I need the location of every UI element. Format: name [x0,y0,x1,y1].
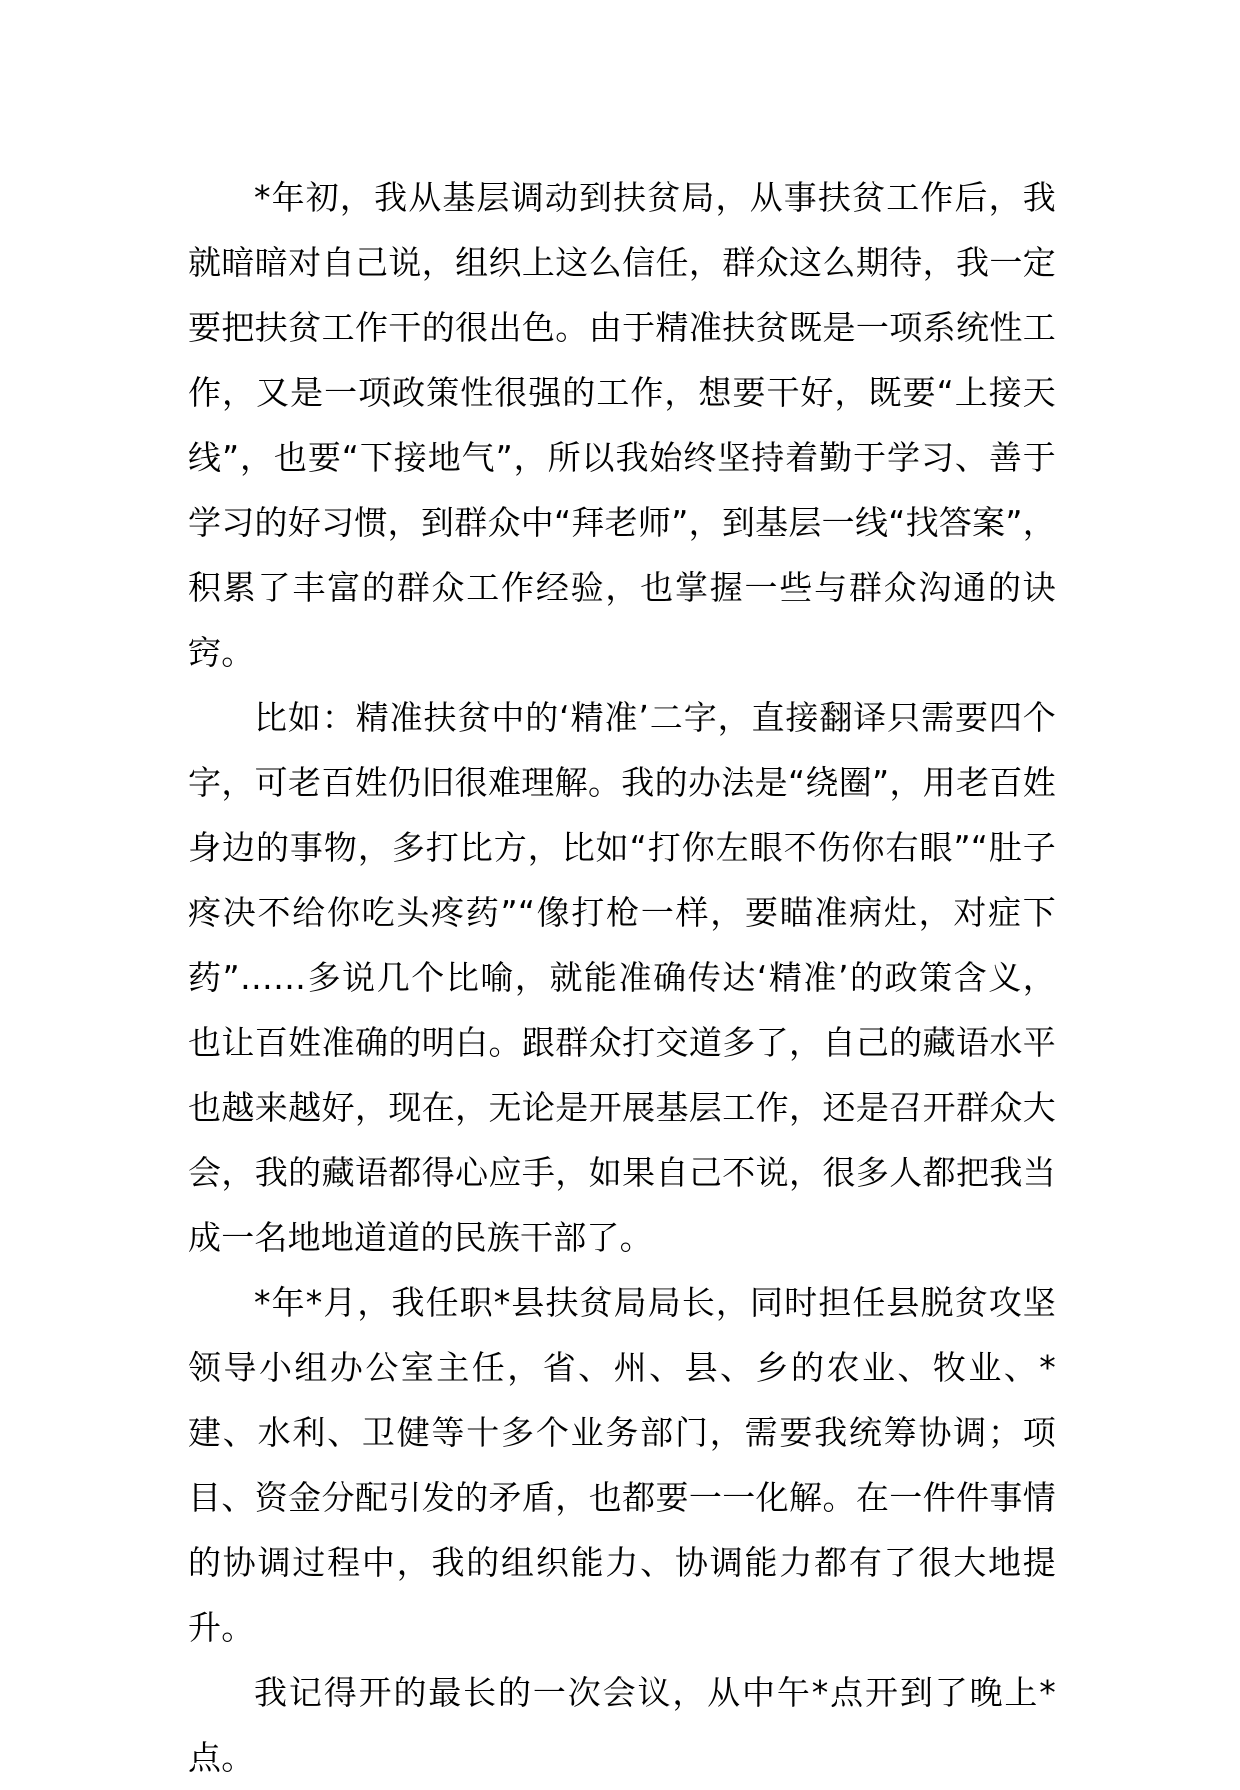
paragraph: *年*月，我任职*县扶贫局局长，同时担任县脱贫攻坚领导小组办公室主任，省、州、县、乡的农业、牧业、*建、水利、卫健等十多个业务部门，需要我统筹协调；项目、资金分配引发的矛盾，也都要一一化解。在一件件事情的协调过程中，我的组织能力、协调能力都有了很大地提升。 [188,1283,1056,1647]
document-body [188,165,1056,1790]
paragraph: *年初，我从基层调动到扶贫局，从事扶贫工作后，我就暗暗对自己说，组织上这么信任，群众这么期待，我一定要把扶贫工作干的很出色。由于精准扶贫既是一项系统性工作，又是一项政策性很强的工作，想要干好，既要“上接天线”，也要“下接地气”，所以我始终坚持着勤于学习、善于学习的好习惯，到群众中“拜老师”，到基层一线“找答案”，积累了丰富的群众工作经验，也掌握一些与群众沟通的诀窍。 [188,178,1056,672]
paragraph: 我记得开的最长的一次会议，从中午*点开到了晚上*点。 [188,1673,1056,1777]
paragraph: 比如：精准扶贫中的‘精准’二字，直接翻译只需要四个字，可老百姓仍旧很难理解。我的办法是“绕圈”，用老百姓身边的事物，多打比方，比如“打你左眼不伤你右眼”“肚子疼决不给你吃头疼药”“像打枪一样，要瞄准病灶，对症下药”……多说几个比喻，就能准确传达‘精准’的政策含义，也让百姓准确的明白。跟群众打交道多了，自己的藏语水平也越来越好，现在，无论是开展基层工作，还是召开群众大会，我的藏语都得心应手，如果自己不说，很多人都把我当成一名地地道道的民族干部了。 [188,698,1056,1257]
